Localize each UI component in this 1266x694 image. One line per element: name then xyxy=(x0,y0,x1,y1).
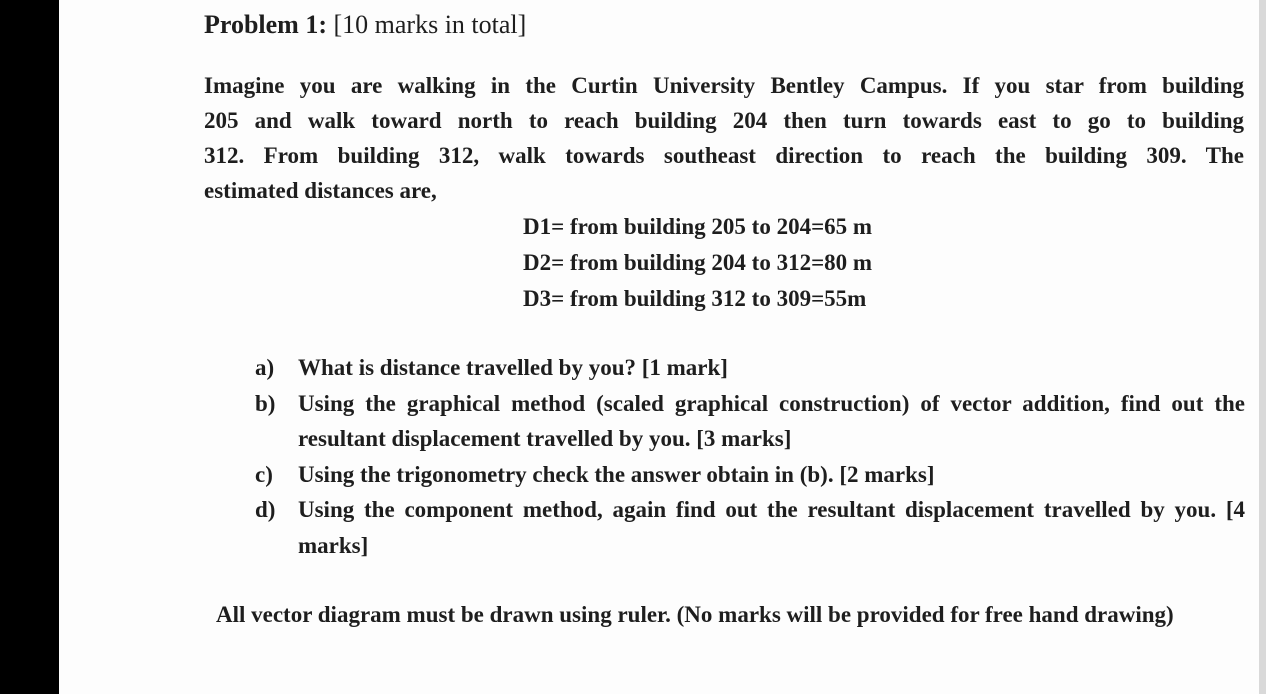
question-letter: d) xyxy=(255,497,276,522)
intro-line: estimated distances are, xyxy=(204,178,437,203)
question-item xyxy=(255,492,1245,563)
intro-line: 312. From building 312, walk towards southeast direction to reach the building 309. The xyxy=(204,143,1244,168)
problem-heading: Problem 1: xyxy=(204,10,327,39)
intro-line: Imagine you are walking in the Curtin University Bentley Campus. If you star from building xyxy=(204,73,1244,98)
question-list xyxy=(255,350,1245,563)
question-letter: a) xyxy=(255,355,275,380)
problem-intro xyxy=(204,68,1244,208)
intro-line: 205 and walk toward north to reach building 204 then turn towards east to go to building xyxy=(204,108,1244,133)
distance-d1: D1= from building 205 to 204=65 m xyxy=(523,214,873,239)
question-letter: b) xyxy=(255,390,276,416)
question-item xyxy=(255,350,1245,386)
question-text: Using the component method, again find out the resultant displacement travelled by you. [4 marks] xyxy=(298,497,1245,558)
question-text: Using the trigonometry check the answer obtain in (b). [2 marks] xyxy=(298,461,935,487)
distance-list xyxy=(523,209,872,317)
problem-title xyxy=(204,8,526,42)
question-letter: c) xyxy=(255,461,273,487)
question-text: What is distance travelled by you? [1 mark] xyxy=(298,355,728,380)
distance-d3: D3= from building 312 to 309=55m xyxy=(523,286,867,311)
question-item xyxy=(255,386,1245,457)
distance-d2: D2= from building 204 to 312=80 m xyxy=(523,250,873,275)
question-text: Using the graphical method (scaled graphical construction) of vector addition, find out the resultant displacement travelled by you. [3 marks] xyxy=(298,390,1245,451)
page-edge xyxy=(1259,0,1266,694)
question-item xyxy=(255,457,1245,493)
ruler-note: All vector diagram must be drawn using ruler. (No marks will be provided for free hand drawing) xyxy=(216,602,1174,627)
problem-marks: [10 marks in total] xyxy=(333,10,527,39)
